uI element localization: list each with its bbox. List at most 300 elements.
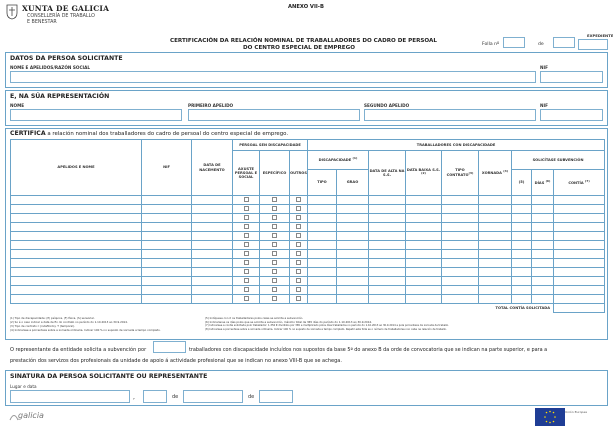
table-cell[interactable] — [308, 286, 337, 295]
total-label: TOTAL CONTÍA SOLICITADA — [495, 306, 550, 311]
table-cell[interactable] — [233, 295, 260, 304]
table-row — [11, 205, 605, 214]
table-cell[interactable] — [260, 250, 290, 259]
table-cell[interactable] — [192, 268, 233, 277]
table-cell[interactable] — [290, 295, 308, 304]
table-cell[interactable] — [406, 250, 442, 259]
table-cell[interactable] — [442, 295, 479, 304]
row-checkbox[interactable] — [296, 197, 301, 202]
table-cell[interactable] — [233, 259, 260, 268]
table-cell[interactable] — [11, 205, 142, 214]
table-cell[interactable] — [337, 241, 369, 250]
table-cell[interactable] — [406, 223, 442, 232]
table-cell[interactable] — [337, 232, 369, 241]
table-cell[interactable] — [11, 196, 142, 205]
solicitante-nif-field[interactable] — [540, 71, 603, 83]
row-checkbox[interactable] — [272, 296, 277, 301]
table-cell[interactable] — [369, 214, 406, 223]
table-cell[interactable] — [532, 277, 554, 286]
solicitante-nif-label: NIF — [540, 65, 548, 70]
table-cell[interactable] — [406, 205, 442, 214]
table-cell[interactable] — [406, 214, 442, 223]
table-cell[interactable] — [192, 286, 233, 295]
table-cell[interactable] — [233, 250, 260, 259]
eu-logo — [535, 408, 565, 426]
table-cell[interactable] — [308, 241, 337, 250]
table-cell[interactable] — [260, 277, 290, 286]
row-checkbox[interactable] — [296, 233, 301, 238]
table-cell[interactable] — [554, 232, 605, 241]
eu-caption: Unión Europea — [565, 410, 588, 414]
representacion-nif-field[interactable] — [540, 109, 603, 121]
table-cell[interactable] — [142, 268, 192, 277]
col-discapacidade-header: DISCAPACIDADE $^{(1)}$ — [308, 151, 369, 170]
table-cell[interactable] — [308, 295, 337, 304]
table-cell[interactable] — [260, 241, 290, 250]
row-checkbox[interactable] — [244, 287, 249, 292]
table-cell[interactable] — [308, 259, 337, 268]
table-cell[interactable] — [142, 223, 192, 232]
table-cell[interactable] — [337, 223, 369, 232]
table-cell[interactable] — [233, 223, 260, 232]
workers-table — [10, 139, 605, 313]
table-row — [11, 295, 605, 304]
table-cell[interactable] — [479, 286, 512, 295]
row-checkbox[interactable] — [244, 260, 249, 265]
table-cell[interactable] — [532, 232, 554, 241]
table-row — [11, 241, 605, 250]
table-cell[interactable] — [192, 259, 233, 268]
table-cell[interactable] — [260, 268, 290, 277]
table-cell[interactable] — [142, 232, 192, 241]
table-cell[interactable] — [532, 223, 554, 232]
table-cell[interactable] — [290, 223, 308, 232]
table-cell[interactable] — [406, 295, 442, 304]
table-cell[interactable] — [554, 277, 605, 286]
row-checkbox[interactable] — [244, 197, 249, 202]
table-row — [11, 286, 605, 295]
table-row — [11, 196, 605, 205]
declaration-part-2: traballadores con discapacidade incluídos nos supostos da base 5ª do anexo B da orde de convocatoria que se indican na parte superior, e para a — [189, 347, 548, 353]
table-cell[interactable] — [512, 241, 532, 250]
table-cell[interactable] — [11, 241, 142, 250]
table-cell[interactable] — [233, 232, 260, 241]
table-cell[interactable] — [290, 232, 308, 241]
note-4: (4) Indicarase a porcentaxe sobre a xornada ordinaria. Indicar 100 % no suposto de xornada a tempo completo. — [10, 328, 161, 332]
row-checkbox[interactable] — [272, 224, 277, 229]
table-cell[interactable] — [512, 214, 532, 223]
row-checkbox[interactable] — [296, 215, 301, 220]
table-cell[interactable] — [554, 250, 605, 259]
row-checkbox[interactable] — [244, 206, 249, 211]
table-cell[interactable] — [233, 214, 260, 223]
signature-title: SINATURA DA PERSOA SOLICITANTE OU REPRESENTANTE — [10, 373, 208, 380]
row-checkbox[interactable] — [296, 206, 301, 211]
table-cell[interactable] — [479, 205, 512, 214]
row-checkbox[interactable] — [244, 278, 249, 283]
table-cell[interactable] — [290, 196, 308, 205]
table-cell[interactable] — [337, 196, 369, 205]
row-checkbox[interactable] — [244, 215, 249, 220]
col-contia-header: CONTÍA $^{(7)}$ — [554, 170, 605, 196]
table-cell[interactable] — [337, 259, 369, 268]
table-cell[interactable] — [442, 196, 479, 205]
note-8: (8) Indicarase a porcentaxe sobre a xornada ordinaria. Indicar 100 % no suposto de xornada a tempo completo. Repetir esta folla se o número de traballadores non cabe na relación de traballo. — [205, 328, 447, 331]
col-dias-header: DÍAS $^{(6)}$ — [532, 170, 554, 196]
table-cell[interactable] — [233, 286, 260, 295]
table-cell[interactable] — [192, 241, 233, 250]
col-nif-header: NIF — [142, 140, 192, 196]
row-checkbox[interactable] — [244, 233, 249, 238]
table-cell[interactable] — [290, 205, 308, 214]
table-cell[interactable] — [260, 295, 290, 304]
row-checkbox[interactable] — [272, 269, 277, 274]
note-3: (3) Tipo de contrato: I (indefinido), T (temporal). — [10, 324, 75, 328]
table-cell[interactable] — [260, 232, 290, 241]
table-cell[interactable] — [554, 286, 605, 295]
table-cell[interactable] — [192, 223, 233, 232]
col-contrato-header: TIPO CONTRATO$^{(3)}$ — [442, 151, 479, 196]
table-cell[interactable] — [142, 205, 192, 214]
table-cell[interactable] — [512, 268, 532, 277]
table-cell[interactable] — [337, 286, 369, 295]
table-cell[interactable] — [142, 250, 192, 259]
table-cell[interactable] — [479, 214, 512, 223]
row-checkbox[interactable] — [272, 278, 277, 283]
table-cell[interactable] — [369, 295, 406, 304]
row-checkbox[interactable] — [272, 215, 277, 220]
table-cell[interactable] — [442, 259, 479, 268]
xunta-shield-icon — [6, 4, 18, 20]
table-cell[interactable] — [479, 259, 512, 268]
table-cell[interactable] — [308, 214, 337, 223]
table-cell[interactable] — [406, 259, 442, 268]
col-grao-header: GRAO — [337, 170, 369, 196]
table-cell[interactable] — [532, 241, 554, 250]
table-cell[interactable] — [479, 241, 512, 250]
table-cell[interactable] — [554, 205, 605, 214]
table-row — [11, 232, 605, 241]
folio-number-field[interactable] — [503, 37, 525, 48]
row-checkbox[interactable] — [296, 269, 301, 274]
table-cell[interactable] — [406, 241, 442, 250]
row-checkbox[interactable] — [244, 224, 249, 229]
row-checkbox[interactable] — [296, 224, 301, 229]
table-cell[interactable] — [369, 232, 406, 241]
table-cell[interactable] — [554, 223, 605, 232]
table-cell[interactable] — [442, 268, 479, 277]
xunta-logo — [6, 4, 18, 20]
table-cell[interactable] — [442, 205, 479, 214]
table-cell[interactable] — [337, 277, 369, 286]
table-cell[interactable] — [192, 214, 233, 223]
table-row — [11, 250, 605, 259]
table-cell[interactable] — [11, 223, 142, 232]
col-xornada-header: XORNADA $^{(4)}$ — [479, 151, 512, 196]
table-cell[interactable] — [442, 277, 479, 286]
table-cell[interactable] — [512, 205, 532, 214]
table-cell[interactable] — [442, 250, 479, 259]
table-cell[interactable] — [479, 250, 512, 259]
org-name: XUNTA DE GALICIA — [22, 4, 110, 13]
col-baixa-header: DATA BAIXA S.S.$^{(2)}$ — [406, 151, 442, 196]
col-nacemento-header: DATA DE NACEMENTO — [192, 140, 233, 196]
table-cell[interactable] — [290, 277, 308, 286]
table-cell[interactable] — [290, 214, 308, 223]
representacion-title: E, NA SÚA REPRESENTACIÓN — [10, 93, 110, 100]
certifica-lead: CERTIFICA — [10, 130, 46, 137]
row-checkbox[interactable] — [296, 278, 301, 283]
note-7: (7) Indicarase a contía solicitada polo traballador: 1.350 € divididos por 365 e multiplicado polos días traballados no período do 1.10.2013 ao 30.9.2014 e pola porcentaxe da xornada de traballo. — [205, 324, 449, 327]
table-row — [11, 277, 605, 286]
galicia-logo — [8, 408, 48, 424]
table-row — [11, 259, 605, 268]
note-2: (2) So é o caso indicar a data de fin do contrato no período do 1.10.2013 ao 30.9.2014. — [10, 320, 128, 324]
table-cell[interactable] — [532, 214, 554, 223]
table-cell[interactable] — [532, 286, 554, 295]
table-cell[interactable] — [532, 295, 554, 304]
table-cell[interactable] — [512, 250, 532, 259]
row-checkbox[interactable] — [244, 269, 249, 274]
eu-flag-icon — [535, 408, 565, 426]
table-cell[interactable] — [308, 277, 337, 286]
table-cell[interactable] — [369, 250, 406, 259]
table-cell[interactable] — [233, 268, 260, 277]
table-cell[interactable] — [442, 232, 479, 241]
table-cell[interactable] — [290, 268, 308, 277]
table-cell[interactable] — [308, 223, 337, 232]
table-cell[interactable] — [554, 259, 605, 268]
table-row — [11, 223, 605, 232]
table-cell[interactable] — [260, 259, 290, 268]
table-cell[interactable] — [233, 241, 260, 250]
date-comma: , — [133, 394, 135, 401]
date-de-1: de — [172, 394, 179, 400]
month-field[interactable] — [183, 390, 243, 403]
table-cell[interactable] — [290, 286, 308, 295]
total-contia-field[interactable] — [554, 304, 605, 313]
table-cell[interactable] — [369, 223, 406, 232]
solicitante-title: DATOS DA PERSOA SOLICITANTE — [10, 55, 123, 62]
table-cell[interactable] — [442, 286, 479, 295]
table-cell[interactable] — [142, 277, 192, 286]
date-de-2: de — [248, 394, 255, 400]
table-cell[interactable] — [406, 196, 442, 205]
row-checkbox[interactable] — [244, 251, 249, 256]
table-cell[interactable] — [192, 196, 233, 205]
table-cell[interactable] — [512, 232, 532, 241]
table-cell[interactable] — [337, 214, 369, 223]
col-outros-header: OUTROS — [290, 151, 308, 196]
row-checkbox[interactable] — [296, 287, 301, 292]
table-cell[interactable] — [479, 223, 512, 232]
table-cell[interactable] — [479, 232, 512, 241]
table-cell[interactable] — [406, 232, 442, 241]
table-cell[interactable] — [233, 205, 260, 214]
num-traballadores-field[interactable] — [153, 341, 186, 353]
table-cell[interactable] — [369, 259, 406, 268]
folio-total-field[interactable] — [553, 37, 575, 48]
table-cell[interactable] — [11, 286, 142, 295]
table-row — [11, 268, 605, 277]
table-cell[interactable] — [479, 277, 512, 286]
table-cell[interactable] — [554, 295, 605, 304]
table-cell[interactable] — [142, 196, 192, 205]
row-checkbox[interactable] — [272, 197, 277, 202]
table-cell[interactable] — [260, 196, 290, 205]
note-1: (1) Tipo de discapacidade: (P) psíquica, (F) física, (S) sensorial. — [10, 316, 95, 320]
table-cell[interactable] — [260, 286, 290, 295]
table-cell[interactable] — [369, 241, 406, 250]
note-5: (5) Indíquese con X os traballadores polos cales se solicita a subvención. — [205, 316, 304, 320]
row-checkbox[interactable] — [272, 260, 277, 265]
segundo-apelido-label: SEGUNDO APELIDO — [364, 103, 410, 108]
row-checkbox[interactable] — [296, 296, 301, 301]
table-cell[interactable] — [11, 214, 142, 223]
annex-label: ANEXO VII-B — [288, 4, 324, 10]
row-checkbox[interactable] — [296, 242, 301, 247]
name-label: NOME E APELIDOS/RAZÓN SOCIAL — [10, 65, 90, 70]
table-cell[interactable] — [369, 205, 406, 214]
table-cell[interactable] — [554, 196, 605, 205]
table-cell[interactable] — [11, 268, 142, 277]
table-cell[interactable] — [532, 250, 554, 259]
dept-line-1: CONSELLERÍA DE TRABALLO — [27, 14, 95, 19]
table-cell[interactable] — [260, 223, 290, 232]
table-cell[interactable] — [142, 286, 192, 295]
row-checkbox[interactable] — [244, 296, 249, 301]
col-alta-header: DATA DE ALTA NA S.S. — [369, 151, 406, 196]
table-cell[interactable] — [479, 295, 512, 304]
primeiro-apelido-label: PRIMEIRO APELIDO — [188, 103, 234, 108]
table-cell[interactable] — [142, 214, 192, 223]
day-field[interactable] — [143, 390, 167, 403]
col-subvencion-header: SOLICÍTASE SUBVENCIÓN — [512, 151, 605, 170]
col-especifico-header: ESPECÍFICO — [260, 151, 290, 196]
lugar-field[interactable] — [10, 390, 130, 403]
table-cell[interactable] — [512, 286, 532, 295]
table-cell[interactable] — [142, 259, 192, 268]
name-field[interactable] — [10, 71, 536, 83]
table-cell[interactable] — [308, 196, 337, 205]
table-cell[interactable] — [337, 250, 369, 259]
table-cell[interactable] — [369, 268, 406, 277]
table-cell[interactable] — [442, 223, 479, 232]
row-checkbox[interactable] — [272, 233, 277, 238]
table-cell[interactable] — [233, 277, 260, 286]
table-cell[interactable] — [442, 214, 479, 223]
table-cell[interactable] — [512, 196, 532, 205]
table-cell[interactable] — [554, 241, 605, 250]
table-cell[interactable] — [442, 241, 479, 250]
representacion-nif-label: NIF — [540, 103, 548, 108]
row-checkbox[interactable] — [296, 251, 301, 256]
declaration-line-2: prestación dos servizos dos profesionais da unidade de apoio á actividade profesional que se indican no anexo VIII-B que se achega. — [10, 358, 342, 364]
table-cell[interactable] — [308, 250, 337, 259]
table-cell[interactable] — [337, 268, 369, 277]
col-tipo-header: TIPO — [308, 170, 337, 196]
table-cell[interactable] — [512, 259, 532, 268]
col-con-discapacidade-header: TRABALLADORES CON DISCAPACIDADE — [308, 140, 605, 151]
table-cell[interactable] — [406, 268, 442, 277]
declaration-part-1: O representante da entidade solicita a subvención por — [10, 347, 147, 353]
table-cell[interactable] — [11, 250, 142, 259]
row-checkbox[interactable] — [244, 242, 249, 247]
table-cell[interactable] — [11, 259, 142, 268]
table-cell[interactable] — [479, 268, 512, 277]
certifica-text — [10, 130, 288, 137]
row-checkbox[interactable] — [272, 206, 277, 211]
table-cell[interactable] — [369, 277, 406, 286]
row-checkbox[interactable] — [272, 242, 277, 247]
col-apelidos-header: APELIDOS E NOME — [11, 140, 142, 196]
row-checkbox[interactable] — [272, 251, 277, 256]
note-6: (6) Indicaranse os días polos que se solicita a subvención, máximo total de 365 días do período do 1.10.2013 ao 30.9.2014. — [205, 320, 372, 324]
expediente-label: EXPEDIENTE — [587, 33, 613, 38]
table-cell[interactable] — [11, 232, 142, 241]
table-cell[interactable] — [554, 268, 605, 277]
table-cell[interactable] — [369, 196, 406, 205]
table-cell[interactable] — [192, 277, 233, 286]
table-cell[interactable] — [369, 286, 406, 295]
table-cell[interactable] — [554, 214, 605, 223]
table-cell[interactable] — [532, 205, 554, 214]
segundo-apelido-field[interactable] — [364, 109, 536, 121]
table-cell[interactable] — [290, 250, 308, 259]
row-checkbox[interactable] — [296, 260, 301, 265]
table-cell[interactable] — [142, 241, 192, 250]
year-field[interactable] — [259, 390, 293, 403]
table-cell[interactable] — [260, 205, 290, 214]
table-cell[interactable] — [192, 232, 233, 241]
table-cell[interactable] — [192, 295, 233, 304]
table-cell[interactable] — [512, 277, 532, 286]
table-cell[interactable] — [11, 295, 142, 304]
table-cell[interactable] — [479, 196, 512, 205]
table-row — [11, 214, 605, 223]
table-cell[interactable] — [11, 277, 142, 286]
row-checkbox[interactable] — [272, 287, 277, 292]
table-cell[interactable] — [512, 295, 532, 304]
table-cell[interactable] — [308, 232, 337, 241]
table-cell[interactable] — [337, 295, 369, 304]
table-cell[interactable] — [406, 286, 442, 295]
folio-of-label: de — [538, 42, 544, 47]
table-cell[interactable] — [233, 196, 260, 205]
nome-label: NOME — [10, 103, 25, 108]
table-cell[interactable] — [532, 268, 554, 277]
table-cell[interactable] — [260, 214, 290, 223]
table-cell[interactable] — [308, 205, 337, 214]
table-cell[interactable] — [290, 241, 308, 250]
table-cell[interactable] — [142, 295, 192, 304]
table-cell[interactable] — [290, 259, 308, 268]
table-cell[interactable] — [192, 205, 233, 214]
table-cell[interactable] — [337, 205, 369, 214]
expediente-field[interactable] — [578, 39, 608, 50]
col-s-header: (5) — [512, 170, 532, 196]
table-cell[interactable] — [512, 223, 532, 232]
table-cell[interactable] — [532, 196, 554, 205]
table-cell[interactable] — [406, 277, 442, 286]
table-cell[interactable] — [308, 268, 337, 277]
nome-field[interactable] — [10, 109, 182, 121]
table-cell[interactable] — [192, 250, 233, 259]
primeiro-apelido-field[interactable] — [188, 109, 360, 121]
table-cell[interactable] — [532, 259, 554, 268]
doc-title-line-1: CERTIFICACIÓN DA RELACIÓN NOMINAL DE TRABALLADORES DO CADRO DE PERSOAL — [170, 38, 437, 44]
dept-line-2: E BENESTAR — [27, 20, 57, 25]
